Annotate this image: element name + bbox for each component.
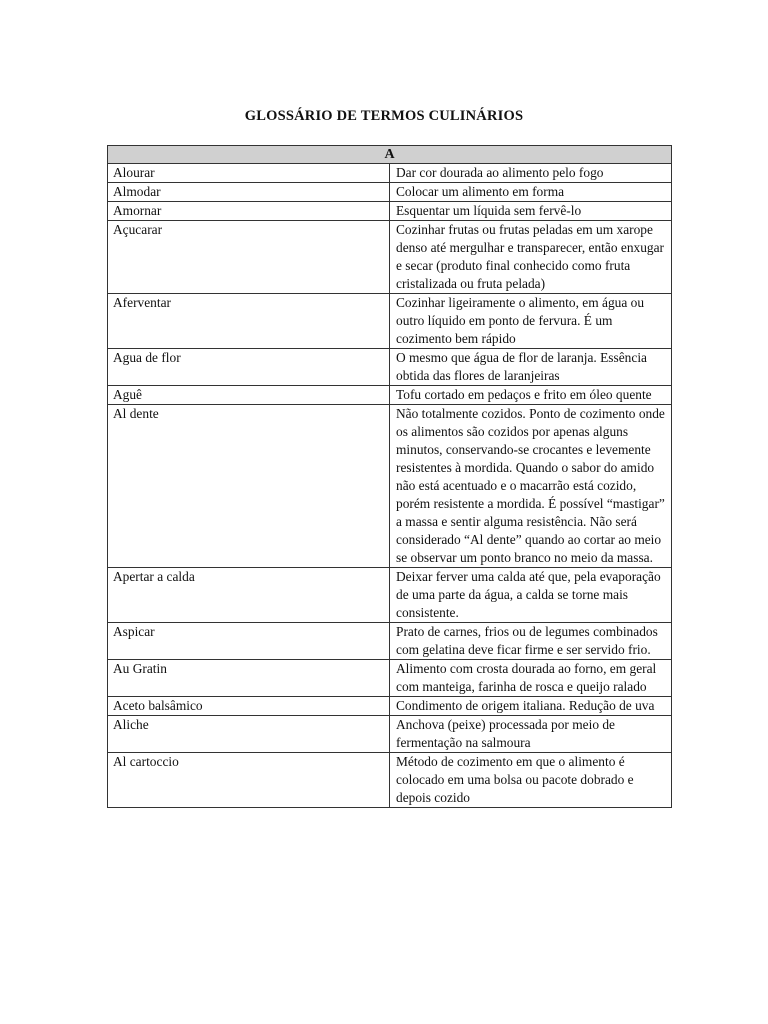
term-cell: Amornar bbox=[108, 202, 390, 221]
definition-cell: Método de cozimento em que o alimento é colocado em uma bolsa ou pacote dobrado e depois cozido bbox=[390, 753, 672, 808]
table-row bbox=[108, 660, 672, 697]
definition-cell: Esquentar um líquida sem fervê-lo bbox=[390, 202, 672, 221]
table-row bbox=[108, 568, 672, 623]
table-row bbox=[108, 221, 672, 294]
table-row bbox=[108, 349, 672, 386]
term-cell: Au Gratin bbox=[108, 660, 390, 697]
table-row bbox=[108, 202, 672, 221]
glossary-body bbox=[108, 164, 672, 808]
term-cell: Agua de flor bbox=[108, 349, 390, 386]
table-row bbox=[108, 697, 672, 716]
glossary-table bbox=[107, 145, 672, 808]
definition-cell: Deixar ferver uma calda até que, pela evaporação de uma parte da água, a calda se torne mais consistente. bbox=[390, 568, 672, 623]
table-row bbox=[108, 183, 672, 202]
term-cell: Alourar bbox=[108, 164, 390, 183]
table-row bbox=[108, 623, 672, 660]
term-cell: Almodar bbox=[108, 183, 390, 202]
table-row bbox=[108, 753, 672, 808]
definition-cell: Cozinhar frutas ou frutas peladas em um xarope denso até mergulhar e transparecer, então enxugar e secar (produto final conhecido como fruta cristalizada ou fruta pelada) bbox=[390, 221, 672, 294]
term-cell: Aliche bbox=[108, 716, 390, 753]
table-row bbox=[108, 164, 672, 183]
definition-cell: Tofu cortado em pedaços e frito em óleo quente bbox=[390, 386, 672, 405]
term-cell: Aferventar bbox=[108, 294, 390, 349]
definition-cell: Colocar um alimento em forma bbox=[390, 183, 672, 202]
definition-cell: O mesmo que água de flor de laranja. Essência obtida das flores de laranjeiras bbox=[390, 349, 672, 386]
term-cell: Apertar a calda bbox=[108, 568, 390, 623]
definition-cell: Não totalmente cozidos. Ponto de cozimento onde os alimentos são cozidos por apenas alguns minutos, conservando-se crocantes e levemente resistentes à mordida. Quando o sabor do amido não está acentuado e o macarrão está cozido, porém resistente a mordida. É possível “mastigar” a massa e sentir alguma resistência. Não será considerado “Al dente” quando ao cortar ao meio se observar um ponto branco no meio da massa. bbox=[390, 405, 672, 568]
term-cell: Aceto balsâmico bbox=[108, 697, 390, 716]
term-cell: Açucarar bbox=[108, 221, 390, 294]
section-letter: A bbox=[108, 146, 672, 164]
table-row bbox=[108, 294, 672, 349]
table-row bbox=[108, 716, 672, 753]
definition-cell: Cozinhar ligeiramente o alimento, em água ou outro líquido em ponto de fervura. É um cozimento bem rápido bbox=[390, 294, 672, 349]
term-cell: Al dente bbox=[108, 405, 390, 568]
definition-cell: Dar cor dourada ao alimento pelo fogo bbox=[390, 164, 672, 183]
table-row bbox=[108, 405, 672, 568]
definition-cell: Condimento de origem italiana. Redução de uva bbox=[390, 697, 672, 716]
term-cell: Al cartoccio bbox=[108, 753, 390, 808]
table-row bbox=[108, 386, 672, 405]
page-title: GLOSSÁRIO DE TERMOS CULINÁRIOS bbox=[244, 108, 524, 124]
definition-cell: Anchova (peixe) processada por meio de fermentação na salmoura bbox=[390, 716, 672, 753]
term-cell: Aguê bbox=[108, 386, 390, 405]
letter-header-row bbox=[108, 146, 672, 164]
term-cell: Aspicar bbox=[108, 623, 390, 660]
definition-cell: Alimento com crosta dourada ao forno, em geral com manteiga, farinha de rosca e queijo ralado bbox=[390, 660, 672, 697]
definition-cell: Prato de carnes, frios ou de legumes combinados com gelatina deve ficar firme e ser servido frio. bbox=[390, 623, 672, 660]
